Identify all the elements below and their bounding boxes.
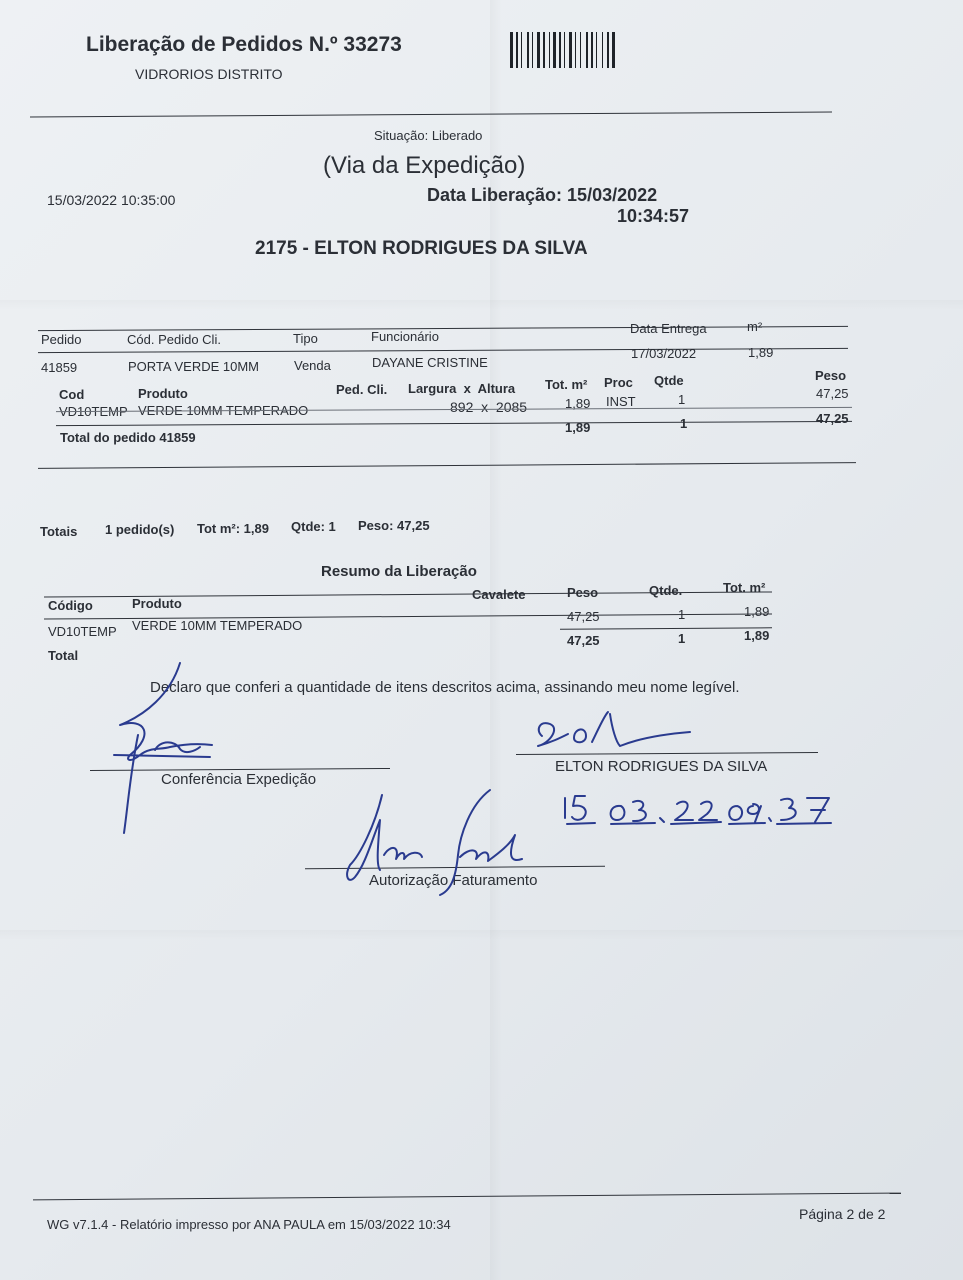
summary-row-product: VERDE 10MM TEMPERADO	[132, 618, 303, 633]
order-type: Venda	[294, 358, 331, 373]
footer-printed-by: WG v7.1.4 - Relatório impresso por ANA PAULA em 15/03/2022 10:34	[47, 1217, 451, 1232]
summary-col-peso: Peso	[567, 585, 599, 600]
autorizacao-signature	[340, 785, 530, 900]
summary-row-code: VD10TEMP	[48, 624, 117, 639]
order-number: 41859	[41, 360, 78, 375]
summary-total-peso: 47,25	[567, 633, 600, 648]
item-code: VD10TEMP	[59, 404, 128, 419]
totals-m2: Tot m²: 1,89	[197, 521, 269, 536]
summary-total-rule	[560, 627, 772, 629]
conferencia-label: Conferência Expedição	[161, 771, 317, 788]
order-top-rule	[38, 326, 848, 331]
order-total-peso: 47,25	[816, 411, 849, 426]
footer-page-number: Página 2 de 2	[799, 1206, 886, 1222]
footer-rule	[33, 1193, 901, 1201]
summary-row-m2: 1,89	[744, 604, 770, 619]
order-total-label: Total do pedido 41859	[60, 430, 196, 445]
col-ped-cli: Ped. Cli.	[336, 382, 388, 397]
item-dimensions: 892 x 2085	[450, 399, 528, 415]
col-funcionario: Funcionário	[371, 329, 439, 344]
order-delivery-date: 17/03/2022	[631, 346, 697, 361]
summary-row-qtde: 1	[678, 607, 686, 622]
release-date: Data Liberação: 15/03/2022	[427, 185, 658, 205]
col-proc: Proc	[604, 375, 633, 390]
summary-total-qtde: 1	[678, 631, 686, 646]
summary-col-qtde: Qtde.	[649, 583, 683, 598]
col-produto: Produto	[138, 386, 188, 401]
totals-qtde: Qtde: 1	[291, 519, 336, 534]
totals-pedidos: 1 pedido(s)	[105, 522, 175, 537]
autorizacao-label: Autorização Faturamento	[369, 872, 538, 889]
summary-col-produto: Produto	[132, 596, 182, 611]
situation-label: Situação: Liberado	[374, 128, 483, 143]
col-peso: Peso	[815, 368, 847, 383]
item-qtde: 1	[678, 392, 686, 407]
client-signature	[530, 708, 700, 758]
summary-total-m2: 1,89	[744, 628, 770, 643]
col-tot-m2: Tot. m²	[545, 377, 588, 392]
summary-col-tot-m2: Tot. m²	[723, 580, 766, 595]
client-signature-name: ELTON RODRIGUES DA SILVA	[555, 758, 768, 775]
col-qtde: Qtde	[654, 373, 684, 388]
order-total-m2: 1,89	[565, 420, 591, 435]
summary-col-cavalete: Cavalete	[472, 587, 526, 602]
col-cod-pedido-cli: Cód. Pedido Cli.	[127, 332, 221, 347]
header-divider	[30, 112, 832, 118]
release-time: 10:34:57	[617, 206, 690, 226]
order-m2: 1,89	[748, 345, 774, 360]
col-pedido: Pedido	[41, 332, 82, 347]
summary-col-codigo: Código	[48, 598, 93, 613]
order-header-rule	[38, 348, 848, 353]
handwritten-datetime	[555, 790, 835, 835]
company-name: VIDRORIOS DISTRITO	[135, 66, 283, 82]
client-name: 2175 - ELTON RODRIGUES DA SILVA	[255, 238, 588, 259]
summary-title: Resumo da Liberação	[321, 563, 477, 580]
declaration-text: Declaro que conferi a quantidade de itens descritos acima, assinando meu nome legível.	[150, 679, 740, 696]
col-cod: Cod	[59, 387, 85, 402]
totals-label: Totais	[40, 524, 78, 539]
barcode	[508, 30, 648, 70]
order-bottom-rule	[38, 462, 856, 469]
col-data-entrega: Data Entrega	[630, 321, 707, 336]
order-client-code: PORTA VERDE 10MM	[128, 359, 259, 374]
item-peso: 47,25	[816, 386, 849, 401]
col-tipo: Tipo	[293, 331, 318, 346]
summary-total-label: Total	[48, 648, 79, 663]
order-employee: DAYANE CRISTINE	[372, 355, 488, 370]
col-largura-altura: Largura x Altura	[408, 381, 516, 396]
summary-row-peso: 47,25	[567, 609, 600, 624]
conferencia-signature	[100, 655, 230, 865]
item-proc: INST	[606, 394, 636, 409]
item-product: VERDE 10MM TEMPERADO	[138, 403, 309, 418]
order-total-qtde: 1	[680, 416, 688, 431]
item-rule	[56, 421, 852, 426]
print-datetime: 15/03/2022 10:35:00	[47, 192, 176, 208]
via-label: (Via da Expedição)	[323, 152, 526, 179]
item-tot-m2: 1,89	[565, 396, 591, 411]
col-m2: m²	[747, 319, 763, 334]
totals-peso: Peso: 47,25	[358, 518, 430, 533]
document-title: Liberação de Pedidos N.º 33273	[86, 33, 402, 56]
